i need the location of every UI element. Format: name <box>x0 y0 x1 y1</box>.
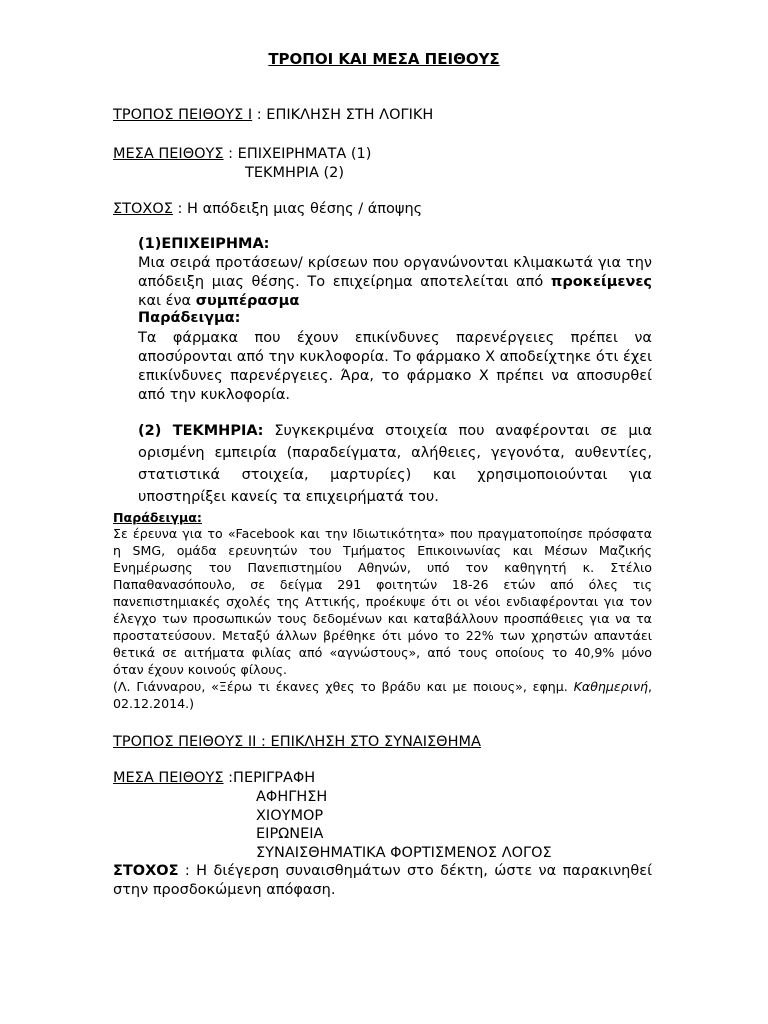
section1-goal-text: : Η απόδειξη μιας θέσης / άποψης <box>172 201 423 217</box>
argument-example-text: Τα φάρμακα που έχουν επικίνδυνες παρενέργειες πρέπει να αποσύρονται από την κυκλοφορία. Το φάρμακο Χ αποδείχτηκε ότι έχει επικίνδυνες παρενέργειες. Άρα, το φάρμακο Χ πρέπει να αποσυρθεί από την κυκλοφορία. <box>138 330 652 403</box>
argument-definition-text: Μια σειρά προτάσεων/ κρίσεων που οργανώνονται κλιμακωτά για την απόδειξη μιας θέσης. Το επιχείρημα αποτελείται από <box>138 255 652 290</box>
section1-goal-label: ΣΤΟΧΟΣ <box>113 201 173 217</box>
evidence-text: Συγκεκριμένα στοιχεία που αναφέρονται σε μια ορισμένη εμπειρία (παραδείγματα, αλήθειες, γεγονότα, αυθεντίες, στατιστικά στοιχεία, μαρτυρίες) και χρησιμοποιούνται για υποστηρίξει κανείς τα επιχειρήματά του. <box>138 423 653 505</box>
section2-goal-text: : Η διέγερση συναισθημάτων στο δέκτη, ώστε να παρακινηθεί στην προσδοκώμενη απόφαση. <box>113 863 652 898</box>
example2-paragraph <box>113 525 652 712</box>
example2-source-c: , 02.12.2014.) <box>113 679 652 711</box>
argument-definition <box>138 254 652 311</box>
argument-example-label: Παράδειγμα: <box>138 310 241 326</box>
section1-means <box>113 146 371 162</box>
section2-means-first: :ΠΕΡΙΓΡΑΦΗ <box>223 770 316 786</box>
document-title <box>0 50 768 68</box>
section2-goal <box>113 862 652 900</box>
section2-means <box>113 770 315 786</box>
example2-label: Παράδειγμα: <box>113 510 202 525</box>
argument-conclusion: συμπέρασμα <box>195 293 300 309</box>
example2-source-a: (Λ. Γιάνναρου, «Ξέρω τι έκανες χθες το βράδυ και με ποιους», εφημ. <box>113 679 574 694</box>
section2-goal-label: ΣΤΟΧΟΣ <box>113 863 179 879</box>
section1-means-label: ΜΕΣΑ ΠΕΙΘΟΥΣ <box>113 146 224 162</box>
section1-goal <box>113 201 422 217</box>
section1-means-second: ΤΕΚΜΗΡΙΑ (2) <box>245 165 345 181</box>
section1-means-first: : ΕΠΙΧΕΙΡΗΜΑΤΑ (1) <box>223 146 372 162</box>
section2-means-item: ΣΥΝΑΙΣΘΗΜΑΤΙΚΑ ΦΟΡΤΙΣΜΕΝΟΣ ΛΟΓΟΣ <box>256 845 552 861</box>
argument-heading: (1)ΕΠΙΧΕΙΡΗΜΑ: <box>138 236 270 252</box>
section1-heading-label: ΤΡΟΠΟΣ ΠΕΙΘΟΥΣ Ι <box>113 107 253 123</box>
section2-means-item: ΧΙΟΥΜΟΡ <box>256 808 324 824</box>
evidence-paragraph <box>138 420 652 508</box>
example2-source-newspaper: Καθημερινή <box>573 679 648 694</box>
argument-and: και ένα <box>138 293 196 309</box>
section2-means-item: ΕΙΡΩΝΕΙΑ <box>256 826 324 842</box>
section2-means-item: ΑΦΗΓΗΣΗ <box>256 789 328 805</box>
section2-means-label: ΜΕΣΑ ΠΕΙΘΟΥΣ <box>113 770 224 786</box>
title-text: ΤΡΟΠΟΙ ΚΑΙ ΜΕΣΑ ΠΕΙΘΟΥΣ <box>268 50 500 68</box>
evidence-heading: (2) ΤΕΚΜΗΡΙΑ: <box>138 423 264 439</box>
section1-heading-rest: : ΕΠΙΚΛΗΣΗ ΣΤΗ ΛΟΓΙΚΗ <box>252 107 434 123</box>
example2-text: Σε έρευνα για το «Facebook και την Ιδιωτικότητα» που πραγματοποίησε πρόσφατα η SMG, ομάδα ερευνητών του Τμήματος Επικοινωνίας και Μέσων Μαζικής Ενημέρωσης του Πανεπιστημίου Αθηνών, υπό τον καθηγητή κ. Στέλιο Παπαθανασόπουλο, σε δείγμα 291 φοιτητών 18-26 ετών από όλες τις πανεπιστημιακές σχολές της Αττικής, προέκυψε ότι οι νέοι ενδιαφέρονται για τον έλεγχο των προσωπικών τους δεδομένων και καταβάλλουν προσπάθειες για να τα προστατεύσουν. Μεταξύ άλλων βρέθηκε ότι μόνο το 22% των χρηστών απαντάει θετικά σε αιτήματα φιλίας από «αγνώστους», από τους οποίους το 40,9% μόνο όταν έχουν κοινούς φίλους. <box>113 526 652 677</box>
argument-premises: προκείμενες <box>550 274 652 290</box>
section1-heading <box>113 107 433 123</box>
section2-heading: ΤΡΟΠΟΣ ΠΕΙΘΟΥΣ ΙΙ : ΕΠΙΚΛΗΣΗ ΣΤΟ ΣΥΝΑΙΣΘΗΜΑ <box>113 734 481 750</box>
